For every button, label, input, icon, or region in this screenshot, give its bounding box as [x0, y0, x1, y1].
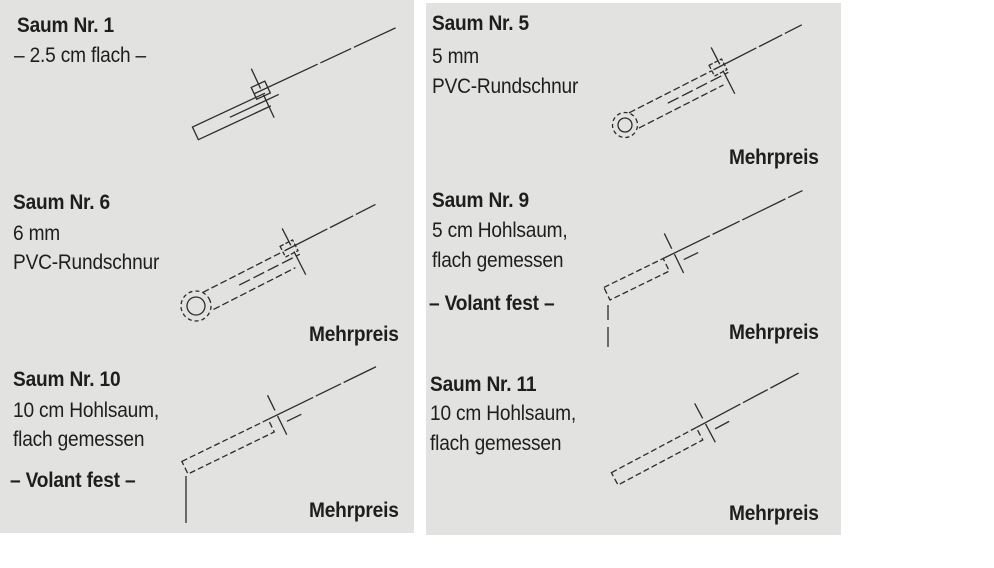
- hollow-hem-valance-drawing-icon: [588, 185, 816, 355]
- option-line: flach gemessen: [13, 428, 145, 451]
- option-title: Saum Nr. 5: [432, 12, 529, 35]
- surcharge-label: Mehrpreis: [729, 502, 819, 525]
- option-subtitle: – 2.5 cm flach –: [14, 44, 146, 67]
- valance-note: – Volant fest –: [429, 292, 555, 315]
- option-line: 5 mm: [432, 45, 480, 68]
- surcharge-label: Mehrpreis: [309, 499, 399, 522]
- hollow-hem-drawing-icon: [598, 368, 814, 500]
- option-line: flach gemessen: [432, 249, 564, 272]
- pvc-cord-hem-drawing-icon: [170, 195, 390, 325]
- option-line: PVC-Rundschnur: [13, 251, 160, 274]
- surcharge-label: Mehrpreis: [729, 321, 819, 344]
- option-title: Saum Nr. 1: [17, 14, 114, 37]
- valance-note: – Volant fest –: [10, 469, 136, 492]
- option-title: Saum Nr. 6: [13, 191, 110, 214]
- option-line: 6 mm: [13, 222, 61, 245]
- surcharge-label: Mehrpreis: [309, 323, 399, 346]
- option-line: flach gemessen: [430, 432, 562, 455]
- option-line: PVC-Rundschnur: [432, 75, 579, 98]
- pvc-cord-hem-drawing-icon: [598, 18, 813, 153]
- option-line: 10 cm Hohlsaum,: [430, 402, 576, 425]
- option-title: Saum Nr. 9: [432, 189, 529, 212]
- option-line: 10 cm Hohlsaum,: [13, 399, 159, 422]
- option-title: Saum Nr. 11: [430, 373, 537, 396]
- option-title: Saum Nr. 10: [13, 368, 121, 391]
- hollow-hem-valance-drawing-icon: [176, 366, 408, 536]
- flat-hem-drawing-icon: [188, 22, 400, 152]
- option-line: 5 cm Hohlsaum,: [432, 219, 568, 242]
- surcharge-label: Mehrpreis: [729, 146, 819, 169]
